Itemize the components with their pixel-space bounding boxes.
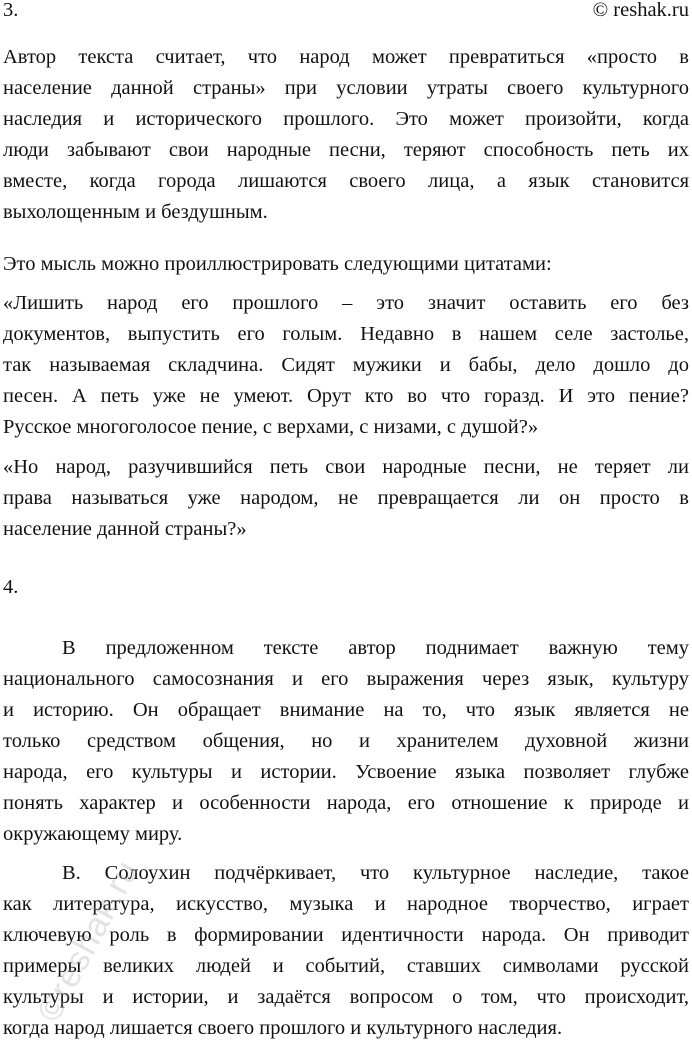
text-line: «Лишить народ его прошлого – это значит оставить его без (3, 292, 689, 314)
text-line: вместе, когда города лишаются своего лица, а язык становится (3, 170, 689, 192)
copyright-label: © reshak.ru (592, 0, 689, 21)
text-line: население данной страны» при условии утраты своего культурного (3, 77, 689, 99)
text-line: когда народ лишается своего прошлого и культурного наследия. (3, 1017, 563, 1039)
quote-1 (3, 288, 689, 443)
text-line: наследия и исторического прошлого. Это может произойти, когда (3, 108, 689, 130)
text-line: права называться уже народом, не превращается ли он просто в (3, 487, 689, 509)
text-line: понять характер и особенности народа, его отношение к природе и (3, 792, 689, 814)
text-line: примеры великих людей и событий, ставших символами русской (3, 955, 689, 977)
page-header (3, 0, 689, 26)
text-line: люди забывают свои народные песни, теряют способность петь их (3, 139, 689, 161)
text-line: В предложенном тексте автор поднимает важную тему (62, 637, 689, 659)
quote-2 (3, 452, 689, 545)
text-line: выхолощенным и бездушным. (3, 201, 268, 223)
text-line: Русское многоголосое пение, с верхами, с низами, с душой?» (3, 416, 539, 438)
paragraph-national-identity (3, 633, 689, 850)
text-line: документов, выпустить его голым. Недавно в нашем селе застолье, (3, 323, 689, 345)
text-line: ключевую роль в формировании идентичности народа. Он приводит (3, 924, 689, 946)
paragraph-quotes-intro (3, 249, 689, 280)
text-line: Это мысль можно проиллюстрировать следующими цитатами: (3, 253, 552, 275)
text-line: В. Солоухин подчёркивает, что культурное наследие, такое (62, 862, 689, 884)
text-line: национального самосознания и его выражения через язык, культуру (3, 668, 689, 690)
paragraph-author-opinion (3, 42, 689, 228)
text-line: и историю. Он обращает внимание на то, что язык является не (3, 699, 689, 721)
text-line: народа, его культуры и истории. Усвоение языка позволяет глубже (3, 761, 689, 783)
watermark-logo: ©reshak.ru (30, 853, 147, 1028)
text-line: как литература, искусство, музыка и народное творчество, играет (3, 893, 689, 915)
section-number-3: 3. (3, 0, 19, 21)
text-line: окружающему миру. (3, 823, 183, 845)
paragraph-cultural-heritage (3, 858, 689, 1044)
text-line: только средством общения, но и хранителем духовной жизни (3, 730, 689, 752)
text-line: песен. А петь уже не умеют. Орут кто во что горазд. И это пение? (3, 385, 689, 407)
text-line: так называемая складчина. Сидят мужики и бабы, дело дошло до (3, 354, 689, 376)
section-number-4: 4. (3, 576, 19, 598)
text-line: население данной страны?» (3, 518, 247, 540)
text-line: Автор текста считает, что народ может превратиться «просто в (3, 46, 689, 68)
text-line: «Но народ, разучившийся петь свои народные песни, не теряет ли (3, 456, 689, 478)
text-line: культуры и истории, и задаётся вопросом о том, что происходит, (3, 986, 689, 1008)
